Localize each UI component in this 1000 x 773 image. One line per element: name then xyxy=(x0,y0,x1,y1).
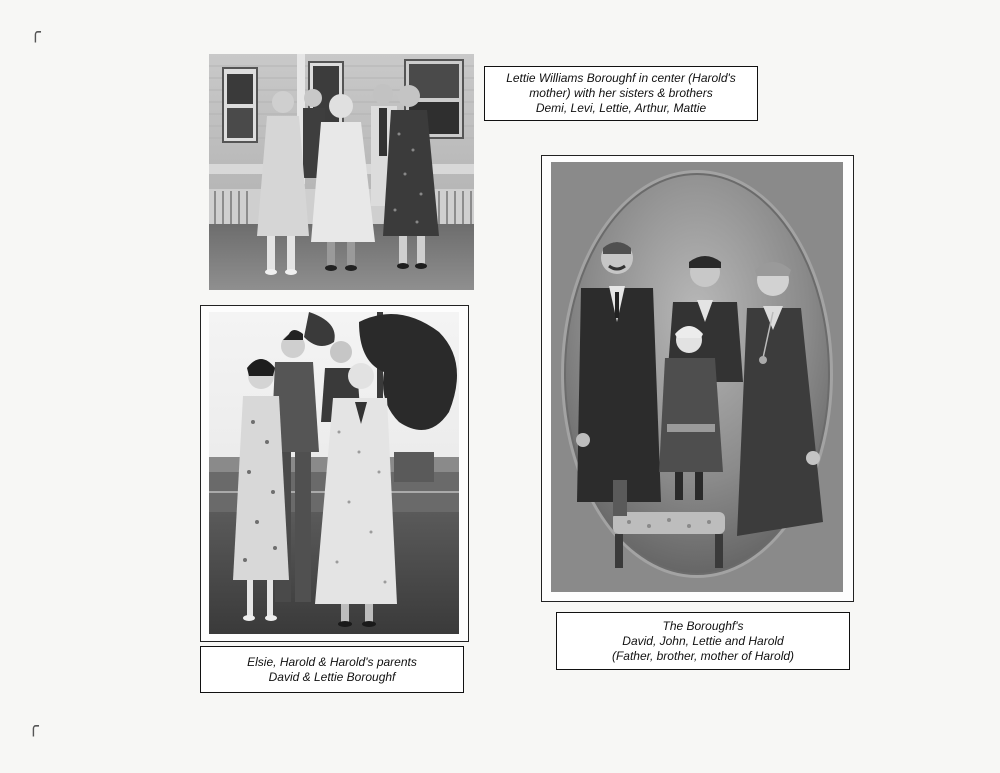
scan-corner-mark-top: ╭ xyxy=(30,22,41,42)
caption-line: (Father, brother, mother of Harold) xyxy=(611,648,795,663)
outdoor-four-people-photo xyxy=(209,312,459,634)
scan-corner-mark-bottom: ╭ xyxy=(28,716,39,736)
studio-family-portrait xyxy=(551,162,843,592)
caption-line: Demi, Levi, Lettie, Arthur, Mattie xyxy=(535,101,707,115)
porch-photo-caption xyxy=(484,66,758,121)
caption-line: David, John, Lettie and Harold xyxy=(622,633,784,648)
caption-line: Lettie Williams Boroughf in center (Harold's xyxy=(506,71,736,85)
caption-line: David & Lettie Boroughf xyxy=(268,669,396,684)
caption-line: The Boroughf's xyxy=(662,618,744,633)
outdoor-photo-caption xyxy=(200,646,464,693)
studio-photo-caption xyxy=(556,612,850,670)
caption-line: Elsie, Harold & Harold's parents xyxy=(247,654,417,669)
porch-group-photo xyxy=(209,54,474,290)
caption-line: mother) with her sisters & brothers xyxy=(529,86,713,100)
